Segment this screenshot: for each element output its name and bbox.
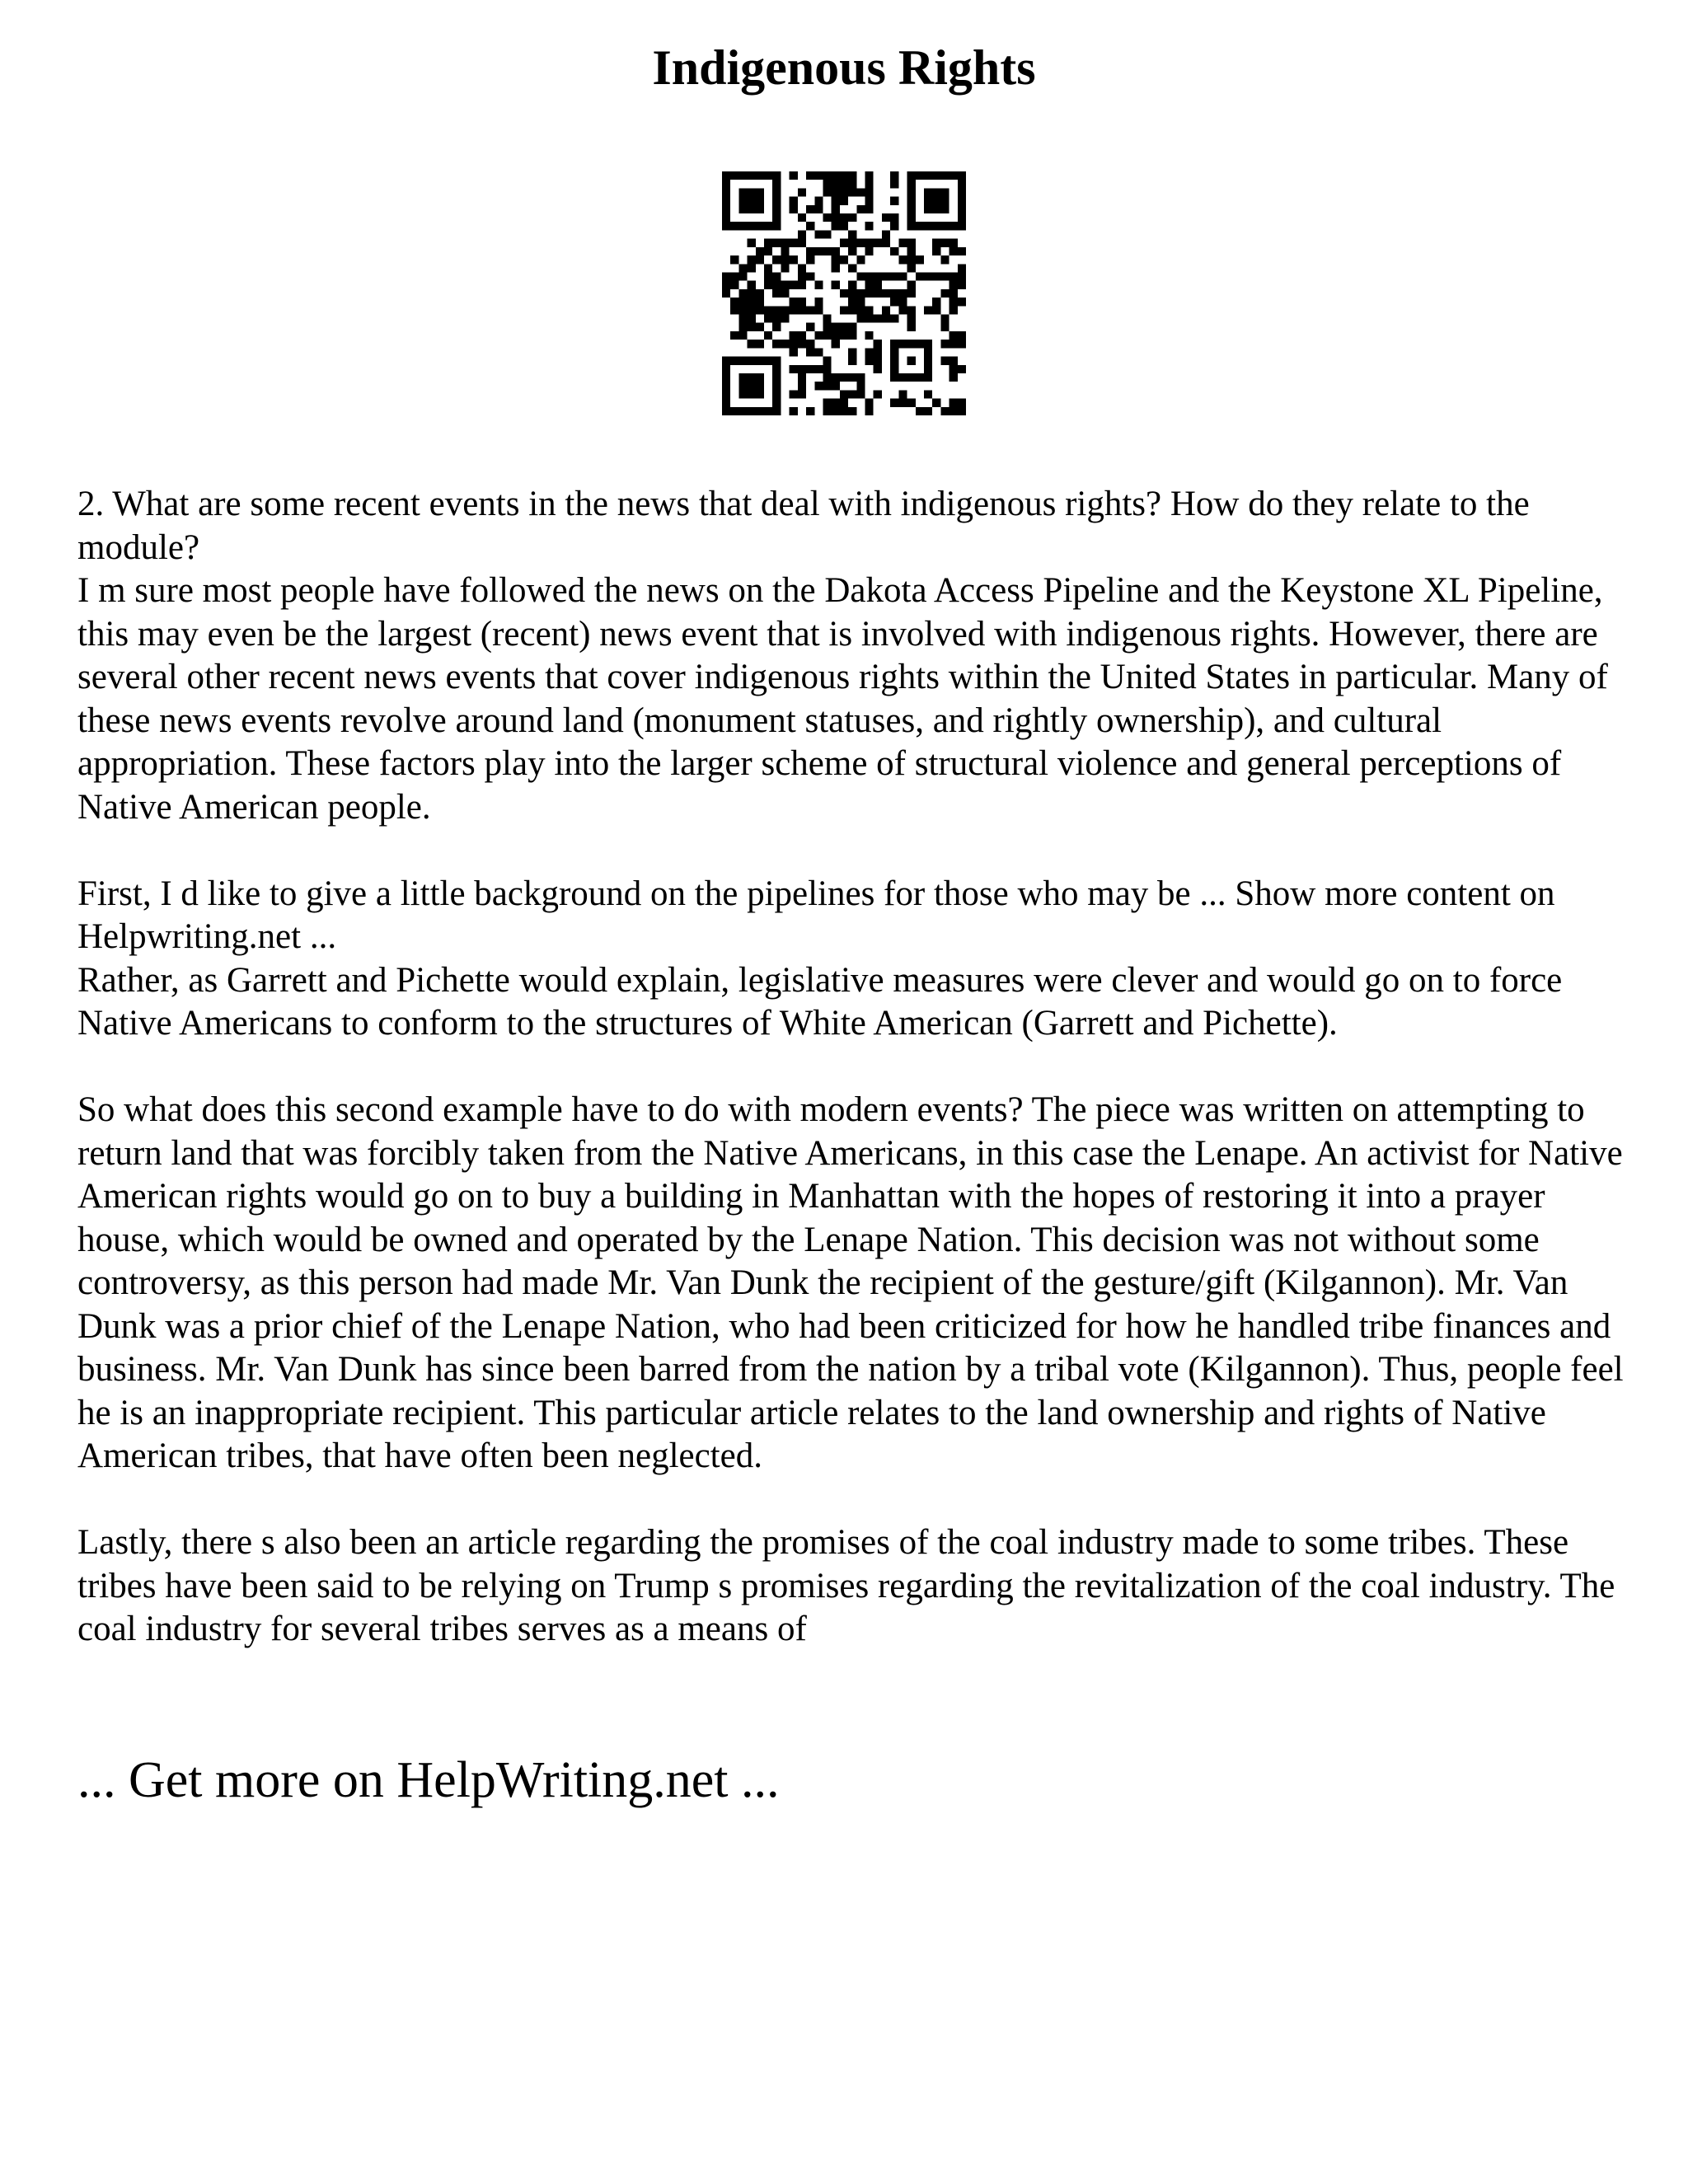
paragraph-spacer <box>77 829 1627 873</box>
get-more-link[interactable]: ... Get more on HelpWriting.net ... <box>77 1752 780 1808</box>
page-title: Indigenous Rights <box>652 40 1036 95</box>
paragraph-pipelines: I m sure most people have followed the news on the Dakota Access Pipeline and the Keystone XL Pipeline, this may even be the largest (recent) news event that is involved with indigenous rights. However, there are several other recent news events that cover indigenous rights within the United States in particular. Many of these news events revolve around land (monument statuses, and rightly ownership), and cultural appropriation. These factors play into the larger scheme of structural violence and general perceptions of Native American people. <box>77 571 1608 827</box>
paragraph-spacer <box>77 1046 1627 1090</box>
paragraph-coal: Lastly, there s also been an article regarding the promises of the coal industry made to some tribes. These tribes have been said to be relying on Trump s promises regarding the revitalization of the coal industry. The coal industry for several tribes serves as a means of <box>77 1523 1615 1648</box>
paragraph-legislative: Rather, as Garrett and Pichette would explain, legislative measures were clever and would go on to force Native Americans to conform to the structures of White American (Garrett and Pichette). <box>77 960 1563 1043</box>
paragraph-spacer <box>77 1479 1627 1522</box>
paragraph-question: 2. What are some recent events in the news that deal with indigenous rights? How do they relate to the module? <box>77 485 1530 567</box>
qr-code-icon <box>722 171 966 415</box>
article-body <box>77 483 1627 1652</box>
paragraph-lenape: So what does this second example have to do with modern events? The piece was written on attempting to return land that was forcibly taken from the Native Americans, in this case the Lenape. An activist for Native American rights would go on to buy a building in Manhattan with the hopes of restoring it into a prayer house, which would be owned and operated by the Lenape Nation. This decision was not without some controversy, as this person had made Mr. Van Dunk the recipient of the gesture/gift (Kilgannon). Mr. Van Dunk was a prior chief of the Lenape Nation, who had been criticized for how he handled tribe finances and business. Mr. Van Dunk has since been barred from the nation by a tribal vote (Kilgannon). Thus, people feel he is an inappropriate recipient. This particular article relates to the land ownership and rights of Native American tribes, that have often been neglected. <box>77 1090 1624 1475</box>
paragraph-background: First, I d like to give a little background on the pipelines for those who may be ... Show more content on Helpwriting.net ... <box>77 874 1555 956</box>
